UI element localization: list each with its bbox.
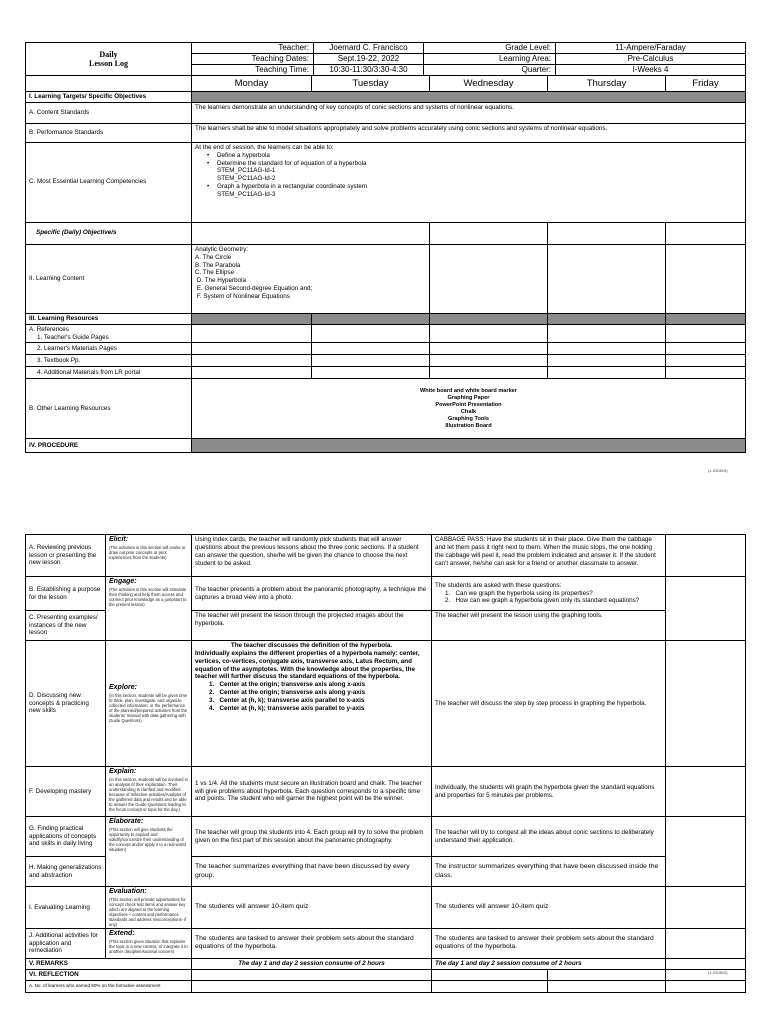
grade-value: 11-Ampere/Faraday [556, 43, 746, 54]
stage-elicit [106, 535, 192, 577]
time-value: 10:30-11:30/3:30-4:30 [314, 65, 424, 76]
proc-i-monday: The students will answer 10-item quiz [192, 887, 432, 929]
day-wednesday: Wednesday [430, 76, 548, 92]
day-thursday: Thursday [548, 76, 666, 92]
teacher-value: Joemard C. Francisco [314, 43, 424, 54]
resource-item: Chalk [460, 408, 477, 415]
stage-explain-name: Explain: [109, 768, 137, 775]
proc-h-monday: The teacher summarizes everything that have been discussed by every group. [192, 857, 432, 887]
proc-d-mon-item-4-text: Center at (h, k); transverse axis parallel to y-axis [219, 704, 365, 712]
day-monday: Monday [192, 76, 312, 92]
grade-label: Grade Level: [424, 43, 556, 54]
stage-extend [106, 928, 192, 958]
proc-b-wed-intro: The students are asked with these questions: [435, 581, 562, 589]
proc-a-monday: Using index cards, the teacher will randomly pick students that will answer questions about the previous lessons about the three conic sections. If a student can answer the question, she/he will be given the chance to choose the next student to be asked. [192, 535, 432, 577]
melc-label: C. Most Essential Learning Competencies [26, 142, 192, 222]
proc-a-label: A. Reviewing previous lesson or presenting the new lesson [26, 535, 106, 577]
remarks-label: V. REMARKS [26, 958, 192, 969]
dates-value: Sept.19-22, 2022 [314, 54, 424, 65]
proc-d-mon-item-1-text: Center at the origin; transverse axis along x-axis [219, 681, 366, 689]
daily-lesson-log-title [26, 43, 192, 76]
content-standards-text: The learners demonstrate an understanding of key concepts of conic sections and systems of nonlinear equations. [192, 102, 746, 123]
ref-2: 2. Learner's Materials Pages [26, 343, 192, 355]
proc-d-mon-item-4: 4. Center at (h, k); transverse axis parallel to y-axis [209, 704, 365, 712]
section-learning-resources: III. Learning Resources [26, 313, 192, 324]
proc-d-mon-2: Individually explains the different properties of a hyperbola namely: center, vertices, co-vertices, conjugate axis, transverse axis, Latus Rectum, and equation of the asymptotes. With the knowledge about the properties, the teacher will further discuss the standard equations of the hyperbola. [195, 649, 420, 681]
remarks-monday: The day 1 and day 2 session consume of 2 hours [192, 958, 432, 969]
proc-b-wed-q2: 2. How can we graph a hyperbola given only its standard equations? [445, 597, 640, 605]
melc-item-3: • Graph a hyperbola in a rectangular coordinate system [207, 183, 742, 191]
title-line-1: Daily [99, 49, 118, 59]
lc-item: F. System of Nonlinear Equations [195, 293, 290, 301]
melc-item-2: • Determine the standard for of equation of a hyperbola [207, 160, 742, 168]
learning-content-list [192, 244, 430, 313]
lesson-log-table-page2 [25, 534, 746, 993]
proc-b-wednesday [432, 577, 666, 611]
stage-engage-name: Engage: [109, 578, 137, 585]
proc-c-monday: The teacher will present the lesson through the projected images about the hyperbola. [192, 611, 432, 641]
melc-code-1a: STEM_PC11AG-Id-1 [217, 167, 276, 175]
proc-d-mon-item-2-text: Center at the origin; transverse axis along y-axis [219, 689, 366, 697]
proc-d-monday [192, 641, 432, 767]
ref-a: A. References [29, 325, 69, 333]
melc-intro: At the end of session, the learners can be able to: [195, 143, 334, 151]
proc-f-monday: 1 vs 1/4. All the students must secure an illustration board and chalk. The teacher will give problems about hyperbola. Each question corresponds to a specific time and points. The student who will garner the highest point will be the winner. [192, 767, 432, 817]
stage-extend-name: Extend: [109, 929, 135, 937]
performance-standards-label: B. Performance Standards [26, 123, 192, 142]
resource-item: White board and white board marker [420, 387, 517, 394]
proc-d-mon-item-1: 1. Center at the origin; transverse axis along x-axis [209, 681, 366, 689]
proc-d-mon-item-2: 2. Center at the origin; transverse axis along y-axis [209, 689, 366, 697]
lesson-log-table-page1 [25, 75, 746, 453]
proc-d-label: D. Discussing new concepts & practicing new skills [26, 641, 106, 767]
stage-engage-desc: (The activities in this section will stimulate their thinking and help them access and connect prior knowledge as a jumpstart to the present lesson) [109, 586, 187, 607]
proc-d-mon-item-3: 3. Center at (h, k); transverse axis parallel to x-axis [209, 697, 365, 705]
lc-item: Analytic Geometry: [195, 245, 249, 253]
proc-h-label: H. Making generalizations and abstraction [26, 857, 106, 887]
quarter-label: Quarter: [424, 65, 556, 76]
stage-explain [106, 767, 192, 817]
proc-i-label: I. Evaluating Learning [26, 887, 106, 929]
stage-explore [106, 641, 192, 767]
quarter-value: I-Weeks 4 [556, 65, 746, 76]
proc-c-wednesday: The teacher will present the lesson using the graphing tools. [432, 611, 666, 641]
ref-3: 3. Textbook Pp. [26, 355, 192, 367]
proc-j-wednesday: The students are tasked to answer their problem sets about the standard equations of the hyperbola. [432, 928, 666, 958]
proc-b-label: B. Establishing a purpose for the lesson [26, 577, 106, 611]
proc-g-wednesday: The teacher will try to congest all the ideas about conic sections to deliberately understand their application. [432, 817, 666, 857]
proc-h-wednesday: The instructor summarizes everything that have been discussed inside the class. [432, 857, 666, 887]
stage-explore-desc: (In this section, students will be given time to think, plan, investigate, and organize collected information; or the performance of the planned/prepared activities from the students' manual with data gathering with Guide Questions) [109, 692, 188, 723]
stage-elaborate [106, 817, 192, 887]
stage-engage [106, 577, 192, 641]
proc-c-label: C. Presenting examples/ instances of the new lesson [26, 611, 106, 641]
proc-d-mon-item-3-text: Center at (h, k); transverse axis parallel to x-axis [219, 697, 365, 705]
proc-i-wednesday: The students will answer 10-item quiz [432, 887, 666, 929]
proc-g-label: G. Finding practical applications of concepts and skills in daily living [26, 817, 106, 857]
stage-elaborate-desc: (This section will give students the opportunity to expand and solidify/concretize their understanding of the concept and/or apply it to a real-world situation) [109, 826, 186, 852]
day-friday: Friday [666, 76, 746, 92]
proc-g-monday: The teacher will group the students into 4. Each group will try to solve the problem given on the first part of this session about the panoramic photography. [192, 817, 432, 857]
document-code: (1-030815) [708, 970, 728, 975]
resource-item: PowerPoint Presentation [435, 401, 502, 408]
stage-evaluation [106, 887, 192, 929]
proc-d-mon-1: The teacher discusses the definition of the hyperbola. [230, 642, 393, 649]
stage-elicit-name: Elicit: [109, 536, 129, 543]
content-standards-label: A. Content Standards [26, 102, 192, 123]
proc-b-wed-q1-text: Can we graph the hyperbola using its properties? [455, 589, 593, 597]
melc-code-1b: STEM_PC11AG-Id-2 [217, 175, 276, 183]
page-2 [0, 512, 768, 1024]
lc-item: C. The Ellipse [195, 269, 235, 277]
section-learning-targets: I. Learning Targets/ Specific Objectives [26, 92, 192, 103]
melc-item-1: • Define a hyperbola [207, 152, 742, 160]
remarks-wednesday: The day 1 and day 2 session consume of 2 hours [432, 958, 666, 969]
melc-content [192, 142, 746, 222]
proc-b-monday: The teacher presents a problem about the panoramic photography, a technique the captures a broad view into a photo. [192, 577, 432, 611]
header-table [25, 42, 746, 76]
other-resources-list [192, 379, 746, 439]
resource-item: Illustration Board [445, 422, 492, 429]
day-tuesday: Tuesday [312, 76, 430, 92]
lc-item: A. The Circle [195, 253, 232, 261]
lc-item: B. The Parabola [195, 261, 241, 269]
ref-4: 4. Additional Materials from LR portal [26, 367, 192, 379]
proc-f-wednesday: Individually, the students will graph the hyperbola given the standard equations and properties for 5 minutes per problems. [432, 767, 666, 817]
learning-content-label: II. Learning Content [26, 244, 192, 313]
other-resources-label: B. Other Learning Resources [26, 379, 192, 439]
area-label: Learning Area: [424, 54, 556, 65]
reflection-label: VI. REFLECTION [26, 969, 192, 980]
area-value: Pre-Calculus [556, 54, 746, 65]
references-label [26, 324, 192, 343]
stage-extend-desc: (This section gives situation that explains the topic in a new context, or integrate it to another discipline/societal concern) [109, 938, 188, 954]
proc-f-label: F. Developing mastery [26, 767, 106, 817]
performance-standards-text: The learners shall be able to model situations appropriately and solve problems accurately using conic sections and systems of nonlinear equations. [192, 123, 746, 142]
stage-elicit-desc: (The activities in this section will evoke or draw out prior concepts or prior experiences from the students) [109, 544, 186, 560]
stage-evaluation-desc: (This section will provide opportunities for concept check test items and answer key which are aligned to the learning objectives – content and performance standards and address misconceptions- if any) [109, 896, 187, 927]
reflection-a-label: A. No. of learners who earned 80% on the formative assessment [26, 980, 192, 992]
title-line-2: Lesson Log [89, 59, 128, 68]
lc-item: D. The Hyperbola [195, 277, 246, 285]
resource-item: Graphing Paper [447, 394, 490, 401]
proc-j-label: J. Additional activities for application and remediation [26, 928, 106, 958]
dates-label: Teaching Dates: [192, 54, 314, 65]
proc-d-wednesday: The teacher will discuss the step by step process in graphing the hyperbola. [432, 641, 666, 767]
stage-explore-name: Explore: [109, 684, 138, 692]
time-label: Teaching Time: [192, 65, 314, 76]
teacher-label: Teacher: [192, 43, 314, 54]
stage-elaborate-name: Elaborate: [109, 818, 144, 825]
stage-evaluation-name: Evaluation: [109, 888, 147, 895]
resource-item: Graphing Tools [448, 415, 489, 422]
proc-b-wed-q1: 1. Can we graph the hyperbola using its properties? [445, 589, 593, 597]
proc-j-monday: The students are tasked to answer their problem sets about the standard equations of the hyperbola. [192, 928, 432, 958]
lc-item: E. General Second-degree Equation and; [195, 285, 313, 293]
proc-a-wednesday: CABBAGE PASS: Have the students sit in their place. Give them the cabbage and let them pass it right next to them. When the music stops, the one holding the cabbage will peel it, read the problem indicated and answer it. If the student can't answer, he/she can ask for a friend or another classmate to answer. [432, 535, 666, 577]
melc-code-2: STEM_PC11AG-Id-3 [217, 191, 276, 199]
specific-objectives-label: Specific (Daily) Objective/s [26, 222, 192, 244]
document-code: (1-030815) [708, 468, 728, 473]
proc-b-wed-q2-text: How can we graph a hyperbola given only its standard equations? [455, 597, 640, 605]
section-procedure: IV. PROCEDURE [26, 439, 192, 453]
ref-1: 1. Teacher's Guide Pages [37, 333, 109, 341]
stage-explain-desc: (In this section, students will be involved in an analysis of their exploration. Their understanding is clarified and modified because of reflective activities/Analysis of the gathered data and results and be able to answer the Guide Questions leading to the focus concept or topic for the day.) [109, 776, 188, 812]
